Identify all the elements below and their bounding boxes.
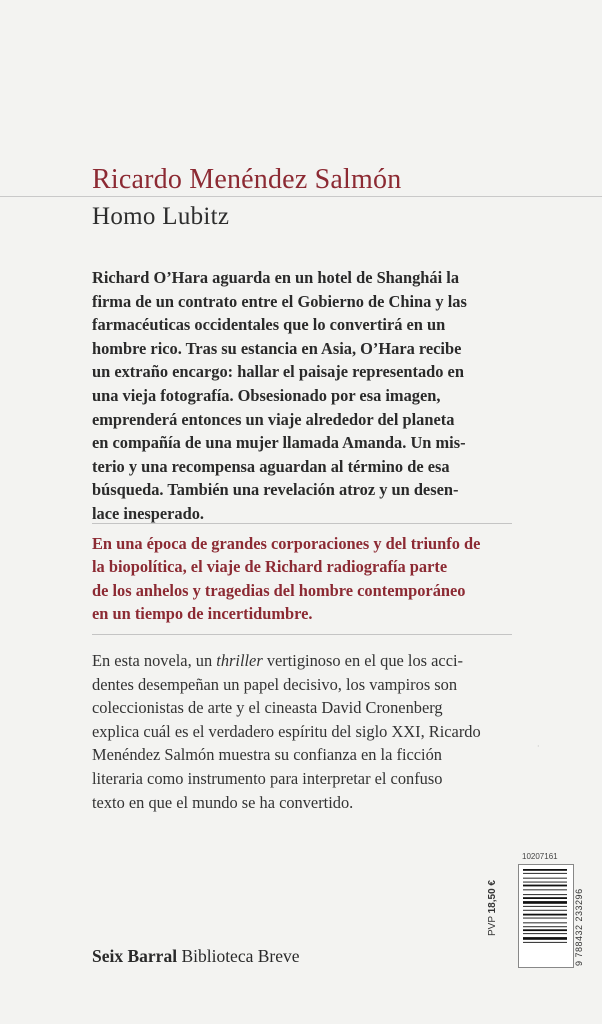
publisher-line [92, 946, 300, 967]
review-line: literaria como instrumento para interpretar el confuso [92, 768, 443, 788]
synopsis-line: una vieja fotografía. Obsesionado por esa imagen, [92, 385, 441, 405]
decorative-mark: · [537, 742, 540, 751]
barcode-bar [523, 906, 567, 907]
publisher-series: Biblioteca Breve [181, 946, 300, 966]
price-amount: 18,50 € [487, 880, 498, 914]
internal-code: 10207161 [522, 852, 558, 861]
review-line: dentes desempeñan un papel decisivo, los vampiros son [92, 674, 458, 694]
author-name: Ricardo Menéndez Salmón [92, 164, 402, 195]
synopsis-line: terio y una recompensa aguardan al término de esa [92, 456, 450, 476]
review-paragraph [92, 649, 512, 814]
book-title: Homo Lubitz [92, 203, 230, 230]
barcode-bar [523, 937, 567, 940]
barcode [518, 864, 574, 968]
highlight-line: en un tiempo de incertidumbre. [92, 604, 313, 624]
review-italic: thriller [216, 651, 263, 670]
barcode-bar [523, 922, 567, 923]
barcode-bar [523, 878, 567, 879]
synopsis-line: lace inesperado. [92, 503, 204, 523]
barcode-bar [523, 882, 567, 883]
price-label [487, 880, 498, 936]
highlight-line: la biopolítica, el viaje de Richard radiografía parte [92, 557, 448, 577]
highlight-line: de los anhelos y tragedias del hombre contemporáneo [92, 580, 466, 600]
review-line: coleccionistas de arte y el cineasta David Cronenberg [92, 698, 443, 718]
barcode-bar [523, 926, 567, 927]
barcode-bar [523, 885, 567, 887]
barcode-bars-icon [519, 865, 573, 967]
review-line: explica cuál es el verdadero espíritu del siglo XXI, Ricardo [92, 721, 481, 741]
highlight-line: En una época de grandes corporaciones y del triunfo de [92, 534, 481, 553]
price-prefix: PVP [487, 916, 498, 936]
synopsis-line: emprenderá entonces un viaje alrededor del planeta [92, 409, 455, 429]
review-line: Menéndez Salmón muestra su confianza en la ficción [92, 745, 442, 765]
review-text: En esta novela, un [92, 651, 217, 670]
synopsis-line: firma de un contrato entre el Gobierno de China y las [92, 291, 467, 311]
synopsis-line: en compañía de una mujer llamada Amanda. Un mis- [92, 433, 466, 453]
publisher-brand: Seix Barral [92, 946, 178, 966]
synopsis-line: hombre rico. Tras su estancia en Asia, O’Hara recibe [92, 338, 462, 358]
synopsis-line: farmacéuticas occidentales que lo convertirá en un [92, 315, 446, 335]
barcode-bar [523, 894, 567, 895]
barcode-bar [523, 901, 567, 904]
ean-number: 9 788432 233296 [574, 888, 584, 966]
review-text: vertiginoso en el que los acci- [262, 651, 463, 670]
synopsis-line: búsqueda. También una revelación atroz y un desen- [92, 480, 459, 500]
section-divider [92, 523, 512, 524]
top-divider [0, 196, 602, 197]
barcode-bar [523, 929, 567, 931]
barcode-bar [523, 918, 567, 919]
barcode-bar [523, 910, 567, 911]
highlight-paragraph [92, 532, 512, 626]
review-line: texto en que el mundo se ha convertido. [92, 792, 354, 812]
barcode-bar [523, 933, 567, 934]
barcode-bar [523, 897, 567, 899]
barcode-bar [523, 889, 567, 890]
barcode-bar [523, 942, 567, 943]
synopsis-line: un extraño encargo: hallar el paisaje representado en [92, 362, 464, 382]
synopsis-line: Richard O’Hara aguarda en un hotel de Shanghái la [92, 268, 460, 287]
section-divider [92, 634, 512, 635]
review-line [92, 649, 512, 673]
barcode-bar [523, 914, 567, 916]
barcode-bar [523, 873, 567, 874]
barcode-bar [523, 869, 567, 871]
synopsis-paragraph [92, 266, 512, 526]
